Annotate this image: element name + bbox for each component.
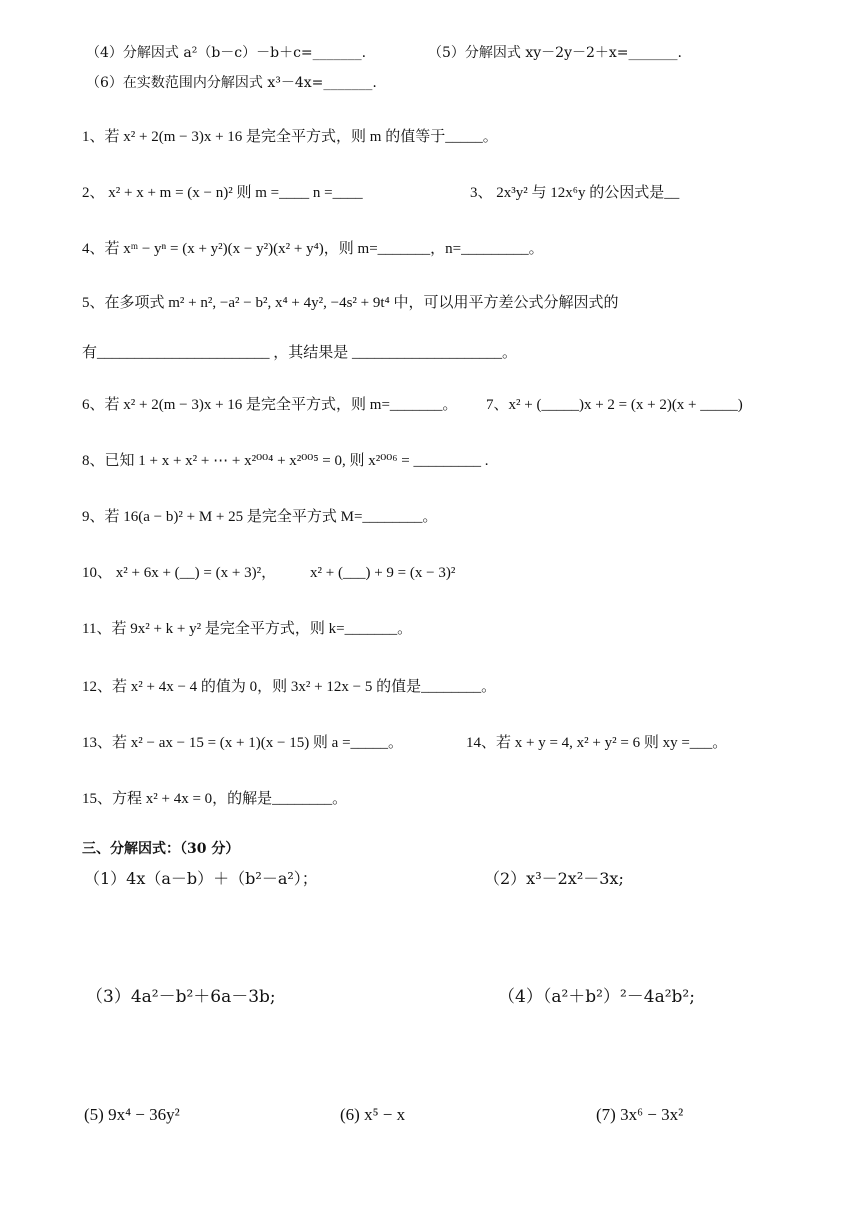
fill-question-6: 6、若 x² + 2(m − 3)x + 16 是完全平方式，则 m=_______。 xyxy=(82,397,458,413)
fill-question-1: 1、若 x² + 2(m − 3)x + 16 是完全平方式，则 m 的值等于_____。 xyxy=(82,129,498,145)
fill-question-5-line2: 有_______________________ ，其结果是 ____________________。 xyxy=(82,345,518,361)
fill-question-13: 13、若 x² − ax − 15 = (x + 1)(x − 15) 则 a =_____。 xyxy=(82,735,404,751)
fill-question-10-part1: 10、 x² + 6x + (__) = (x + 3)²， xyxy=(82,565,277,581)
problem-4: （4）（a²＋b²）²－4a²b²; xyxy=(498,987,695,1007)
fill-question-12: 12、若 x² + 4x − 4 的值为 0，则 3x² + 12x − 5 的值是________。 xyxy=(82,679,497,695)
fill-question-15: 15、方程 x² + 4x = 0，的解是________。 xyxy=(82,791,348,807)
problem-1: （1）4x（a－b）＋（b²－a²）； xyxy=(84,869,318,888)
fill-question-7: 7、x² + (_____)x + 2 = (x + 2)(x + _____) xyxy=(486,397,743,413)
section-3-heading: 三、分解因式：（30 分） xyxy=(82,841,240,857)
fill-question-3: 3、 2x³y² 与 12x⁶y 的公因式是__ xyxy=(470,185,680,201)
question-4-factor: （4）分解因式 a²（b－c）－b＋c=_______. xyxy=(86,45,367,61)
fill-question-5-line1: 5、在多项式 m² + n², −a² − b², x⁴ + 4y², −4s² + 9t⁴ 中，可以用平方差公式分解因式的 xyxy=(82,295,619,311)
question-6-factor: （6）在实数范围内分解因式 x³－4x=_______. xyxy=(86,75,377,91)
fill-question-10-part2: x² + (___) + 9 = (x − 3)² xyxy=(310,565,456,581)
problem-7: (7) 3x⁶ − 3x² xyxy=(596,1105,684,1124)
fill-question-2: 2、 x² + x + m = (x − n)² 则 m =____ n =____ xyxy=(82,185,363,201)
fill-question-11: 11、若 9x² + k + y² 是完全平方式，则 k=_______。 xyxy=(82,621,413,637)
problem-3: （3）4a²－b²＋6a－3b; xyxy=(86,987,276,1007)
problem-6: (6) x⁵ − x xyxy=(340,1105,406,1124)
fill-question-8: 8、已知 1 + x + x² + ⋯ + x²⁰⁰⁴ + x²⁰⁰⁵ = 0, 则 x²⁰⁰⁶ = _________ . xyxy=(82,453,489,469)
fill-question-9: 9、若 16(a − b)² + M + 25 是完全平方式 M=________。 xyxy=(82,509,438,525)
fill-question-4: 4、若 xᵐ − yⁿ = (x + y²)(x − y²)(x² + y⁴)，则 m=_______，n=_________。 xyxy=(82,241,544,257)
fill-question-14: 14、若 x + y = 4, x² + y² = 6 则 xy =___。 xyxy=(466,735,728,751)
problem-5: (5) 9x⁴ − 36y² xyxy=(84,1105,180,1124)
question-5-factor: （5）分解因式 xy－2y－2＋x=_______. xyxy=(428,45,682,61)
problem-2: （2）x³－2x²－3x; xyxy=(484,869,624,888)
